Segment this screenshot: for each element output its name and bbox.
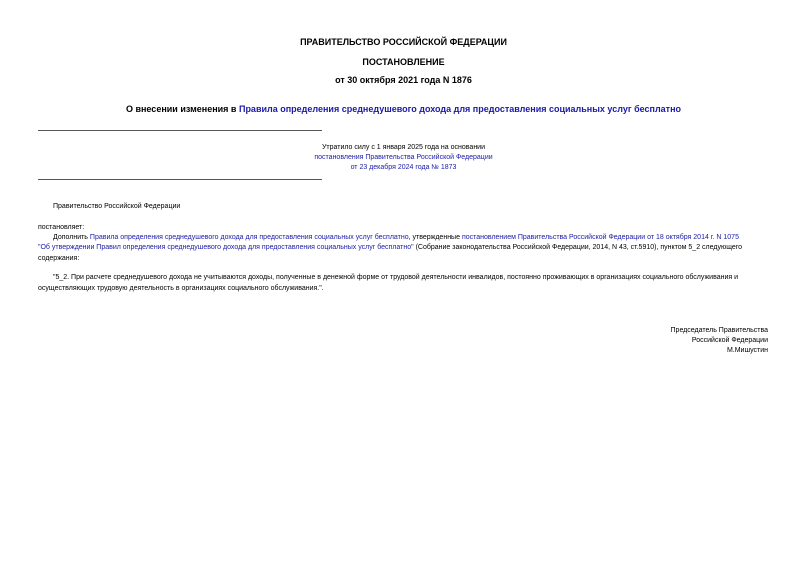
- paragraph-1-line-2: [38, 243, 742, 253]
- government-title: ПРАВИТЕЛЬСТВО РОССИЙСКОЙ ФЕДЕРАЦИИ: [300, 37, 507, 47]
- issuer-text: Правительство Российской Федерации: [53, 203, 181, 210]
- document-date-number: от 30 октября 2021 года N 1876: [335, 75, 472, 85]
- rules-link[interactable]: Правила определения среднедушевого дохода для предоставления социальных услуг бесплатно: [89, 234, 409, 241]
- subject-rules-link[interactable]: Правила определения среднедушевого дохода для предоставления социальных услуг бесплатно: [238, 104, 682, 114]
- para-1-middle: , утвержденные: [408, 234, 462, 241]
- expired-notice-link-line-2[interactable]: от 23 декабря 2024 года № 1873: [350, 164, 457, 171]
- amendment-line-2: осуществляющих трудовую деятельность в организациях социального обслуживания.".: [38, 285, 324, 292]
- paragraph-1-line-1: [53, 233, 739, 243]
- signature-country: Российской Федерации: [691, 337, 768, 344]
- resolution-title-link[interactable]: "Об утверждении Правил определения среднедушевого дохода для предоставления социальных услуг бесплатно": [38, 244, 414, 251]
- signature-name: М.Мишустин: [726, 347, 768, 354]
- expired-notice-link-line-1[interactable]: постановления Правительства Российской Федерации: [314, 154, 493, 161]
- expired-notice-text: Утратило силу с 1 января 2025 года на основании: [321, 144, 486, 151]
- document-kind: ПОСТАНОВЛЕНИЕ: [362, 57, 445, 67]
- document-subject: [0, 104, 807, 115]
- signature-position: Председатель Правительства: [670, 327, 768, 334]
- para-2-suffix: (Собрание законодательства Российской Федерации, 2014, N 43, ст.5910), пунктом 5_2 следующего: [413, 244, 743, 251]
- amendment-line-1: "5_2. При расчете среднедушевого дохода не учитываются доходы, полученные в денежной форме от трудовой деятельности инвалидов, постоянно проживающих в организациях социального обслуживания и: [53, 274, 739, 281]
- paragraph-1-line-3: содержания:: [38, 255, 80, 262]
- resolves-text: постановляет:: [38, 224, 85, 231]
- divider-top: [38, 130, 322, 131]
- para-1-prefix: Дополнить: [53, 234, 90, 241]
- subject-prefix: О внесении изменения в: [125, 104, 239, 114]
- divider-bottom: [38, 179, 322, 180]
- resolution-1075-link[interactable]: постановлением Правительства Российской Федерации от 18 октября 2014 г. N 1075: [461, 234, 739, 241]
